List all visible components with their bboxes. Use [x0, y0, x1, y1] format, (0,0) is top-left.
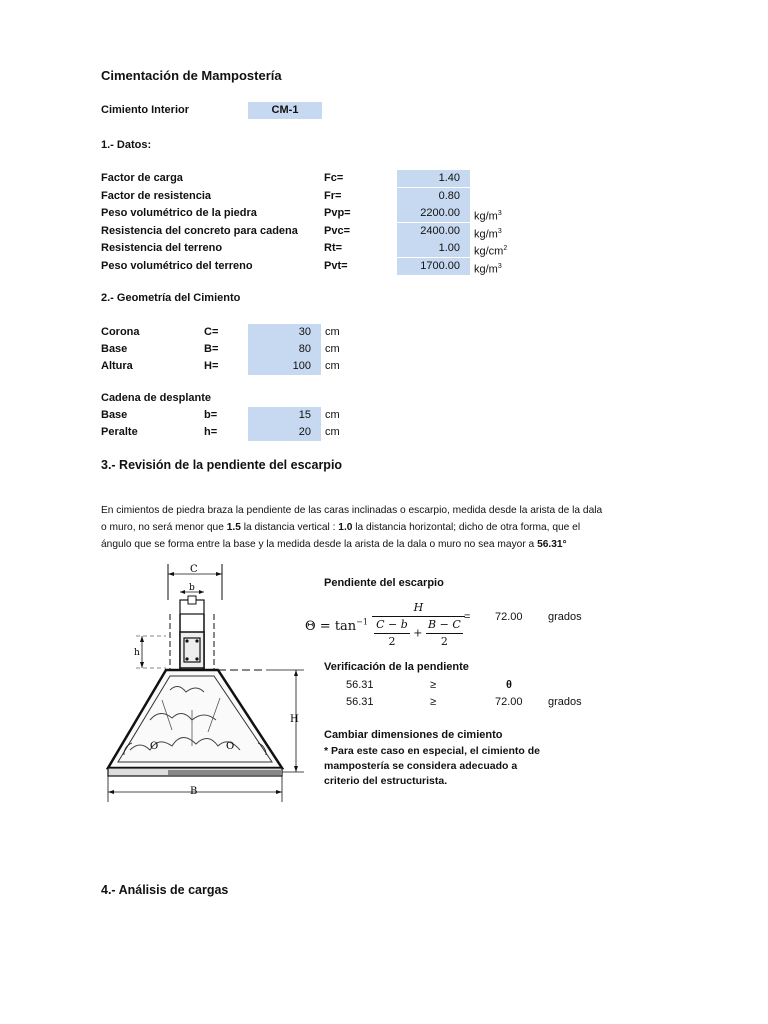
- row-label: Altura: [101, 360, 133, 372]
- conclusion-line2: mampostería se considera adecuado a: [324, 760, 518, 772]
- row-unit: $kg/m^3$: [474, 227, 502, 241]
- row-value-cell[interactable]: 80: [248, 341, 321, 358]
- row-unit: $kg/m^3$: [474, 262, 502, 276]
- verificacion-r2-unit: grados: [548, 696, 582, 708]
- row-label: Peso volumétrico de la piedra: [101, 207, 257, 219]
- verificacion-r1-op: ≥: [430, 679, 437, 691]
- verificacion-r1-a: 56.31: [346, 679, 374, 691]
- cimiento-label: Cimiento Interior: [101, 104, 190, 116]
- row-label: Resistencia del concreto para cadena: [101, 224, 298, 237]
- row-unit: cm: [325, 426, 340, 438]
- revision-paragraph-line3: ángulo que se forma entre la base y la medida desde la arista de la dala o muro no sea mayor a 56.31°: [101, 539, 567, 550]
- row-symbol: Rt=: [324, 242, 343, 254]
- row-symbol: Pvc=: [324, 224, 350, 237]
- geometria-heading: 2.- Geometría del Cimiento: [101, 292, 241, 304]
- dim-b-label: b: [189, 583, 195, 593]
- row-value-cell[interactable]: 1.40: [397, 170, 470, 187]
- verificacion-r2-op: ≥: [430, 696, 437, 708]
- row-unit: $kg/cm^2$: [474, 245, 508, 258]
- row-symbol: H=: [204, 360, 219, 372]
- dim-c-label: C: [190, 564, 198, 575]
- row-label: Peso volumétrico del terreno: [101, 259, 253, 272]
- pendiente-value: 72.00: [495, 611, 523, 623]
- verificacion-title: Verificación de la pendiente: [324, 661, 469, 673]
- row-symbol: B=: [204, 343, 219, 355]
- dim-B-label: B: [190, 786, 198, 797]
- revision-paragraph-line1: En cimientos de piedra braza la pendiente de las caras inclinadas o escarpio, medida desde la arista de la dala: [101, 505, 603, 516]
- row-label: Resistencia del terreno: [101, 242, 223, 254]
- verificacion-r1-b: θ: [506, 679, 512, 691]
- cimiento-diagram: [100, 560, 310, 810]
- row-label: Factor de resistencia: [101, 189, 212, 202]
- row-symbol: C=: [204, 326, 219, 338]
- verificacion-r2-b: 72.00: [495, 696, 523, 708]
- row-value-cell[interactable]: 1700.00: [397, 258, 470, 275]
- conclusion-line1: * Para este caso en especial, el cimiento de: [324, 745, 540, 757]
- revision-heading: 3.- Revisión de la pendiente del escarpio: [101, 458, 343, 472]
- verificacion-r2-a: 56.31: [346, 696, 374, 708]
- row-unit: cm: [325, 343, 340, 355]
- row-label: Base: [101, 409, 128, 421]
- row-label: Factor de carga: [101, 172, 183, 184]
- row-label: Peralte: [101, 426, 138, 438]
- cimiento-value[interactable]: CM-1: [248, 102, 322, 119]
- pendiente-title: Pendiente del escarpio: [324, 577, 444, 589]
- revision-paragraph-line2: o muro, no será menor que 1.5 la distancia vertical : 1.0 la distancia horizontal; dicho de otra forma, que el: [101, 522, 581, 533]
- row-unit: cm: [325, 360, 340, 372]
- conclusion-title: Cambiar dimensiones de cimiento: [324, 729, 503, 741]
- row-value-cell[interactable]: 100: [248, 358, 321, 375]
- row-label: Base: [101, 343, 128, 355]
- dim-h-label: h: [134, 648, 140, 658]
- row-unit: cm: [325, 326, 340, 338]
- angle-left-label: O: [150, 741, 159, 752]
- datos-heading: 1.- Datos:: [101, 139, 152, 151]
- pendiente-unit: grados: [548, 611, 582, 623]
- row-symbol: Fr=: [324, 189, 342, 202]
- angle-right-label: O: [226, 741, 235, 752]
- row-label: Corona: [101, 326, 140, 338]
- cadena-heading: Cadena de desplante: [101, 392, 212, 404]
- row-value-cell[interactable]: 20: [248, 424, 321, 441]
- row-symbol: Pvt=: [324, 259, 348, 272]
- row-value-cell[interactable]: 2400.00: [397, 223, 470, 240]
- pendiente-formula: $\Theta = \tan^{-1}$ H $\frac{C - b}{2}$ + $\frac{B - C}{2}$: [305, 600, 465, 650]
- row-symbol: Fc=: [324, 172, 344, 184]
- page-title: Cimentación de Mampostería: [101, 68, 282, 83]
- conclusion-line3: criterio del estructurista.: [324, 775, 448, 787]
- row-value-cell[interactable]: 30: [248, 324, 321, 341]
- pendiente-equals: =: [464, 611, 471, 623]
- row-unit: cm: [325, 409, 340, 421]
- dim-H-label: H: [290, 714, 299, 725]
- row-symbol: Pvp=: [324, 207, 351, 219]
- row-unit: $kg/m^3$: [474, 210, 502, 223]
- row-symbol: b=: [204, 409, 218, 421]
- row-value-cell[interactable]: 1.00: [397, 240, 470, 257]
- row-value-cell[interactable]: 2200.00: [397, 205, 470, 222]
- analisis-heading: 4.- Análisis de cargas: [101, 883, 229, 897]
- row-value-cell[interactable]: 15: [248, 407, 321, 424]
- row-value-cell[interactable]: 0.80: [397, 188, 470, 205]
- row-symbol: h=: [204, 426, 218, 438]
